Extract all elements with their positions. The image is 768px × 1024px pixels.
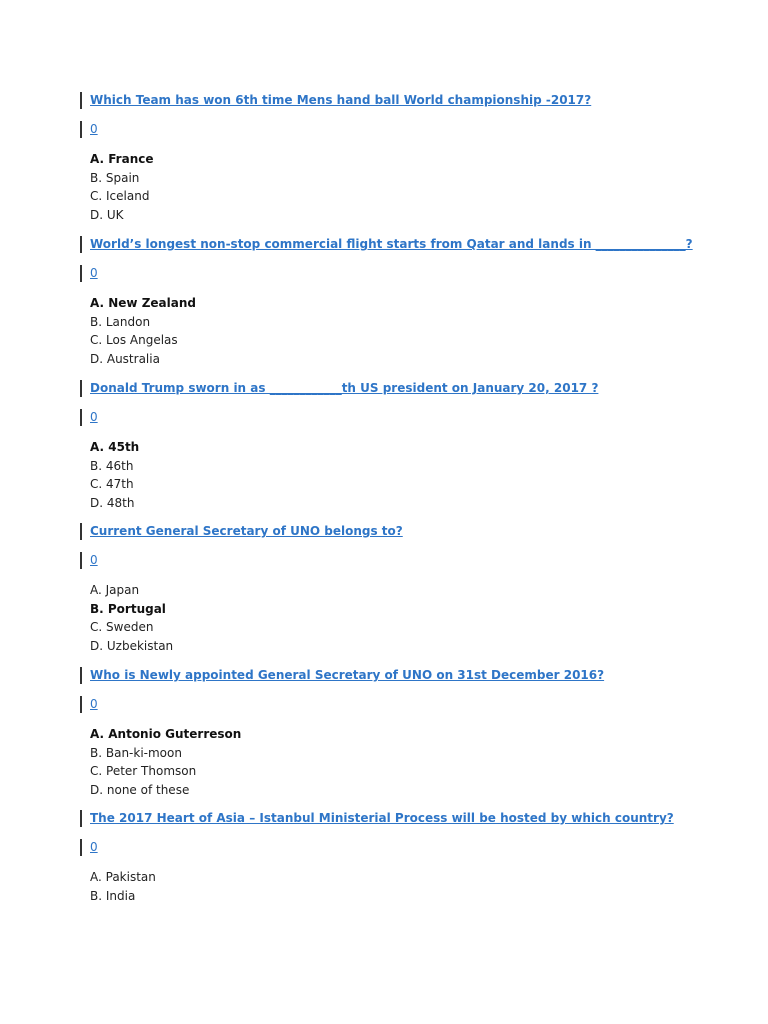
options-list xyxy=(90,581,740,656)
text-cursor-bar xyxy=(80,92,82,109)
text-cursor-bar xyxy=(80,523,82,540)
question-line xyxy=(80,810,740,828)
text-cursor-bar xyxy=(80,810,82,827)
option: C. Sweden xyxy=(90,620,154,635)
answer-link[interactable]: 0 xyxy=(90,553,98,567)
answer-link[interactable]: 0 xyxy=(90,122,98,136)
text-cursor-bar xyxy=(80,552,82,569)
question-link[interactable]: Current General Secretary of UNO belongs to? xyxy=(90,524,403,538)
options-list xyxy=(90,150,740,225)
option: C. Los Angelas xyxy=(90,333,178,348)
text-cursor-bar xyxy=(80,696,82,713)
question-block xyxy=(80,667,740,800)
question-line xyxy=(80,667,740,685)
option-correct: A. France xyxy=(90,152,154,166)
option: D. UK xyxy=(90,208,124,223)
option: B. 46th xyxy=(90,458,134,473)
question-line xyxy=(80,523,740,541)
option: C. 47th xyxy=(90,477,134,492)
question-link[interactable]: The 2017 Heart of Asia – Istanbul Ministerial Process will be hosted by which country? xyxy=(90,811,674,825)
question-block xyxy=(80,810,740,905)
options-list xyxy=(90,868,740,905)
options-list xyxy=(90,294,740,369)
option-correct: B. Portugal xyxy=(90,601,166,616)
question-line xyxy=(80,380,740,398)
option: D. Australia xyxy=(90,352,160,367)
option: C. Iceland xyxy=(90,189,150,204)
question-block xyxy=(80,380,740,513)
option: A. Japan xyxy=(90,583,140,597)
answer-line xyxy=(80,552,740,570)
option: B. Ban-ki-moon xyxy=(90,745,182,760)
option: D. none of these xyxy=(90,783,190,798)
text-cursor-bar xyxy=(80,265,82,282)
question-link[interactable]: Donald Trump sworn in as ____________th US president on January 20, 2017 ? xyxy=(90,381,599,395)
text-cursor-bar xyxy=(80,409,82,426)
option: C. Peter Thomson xyxy=(90,764,197,779)
answer-link[interactable]: 0 xyxy=(90,410,98,424)
question-link[interactable]: World’s longest non-stop commercial flight starts from Qatar and lands in _______________? xyxy=(90,237,693,251)
question-block xyxy=(80,523,740,656)
option-correct: A. 45th xyxy=(90,440,140,454)
option: D. Uzbekistan xyxy=(90,639,174,654)
answer-line xyxy=(80,265,740,283)
options-list xyxy=(90,438,740,513)
option: D. 48th xyxy=(90,496,135,511)
option-correct: A. Antonio Guterreson xyxy=(90,727,242,741)
answer-link[interactable]: 0 xyxy=(90,266,98,280)
question-block xyxy=(80,92,740,225)
text-cursor-bar xyxy=(80,236,82,253)
option: B. India xyxy=(90,888,136,903)
question-line xyxy=(80,236,740,254)
text-cursor-bar xyxy=(80,121,82,138)
text-cursor-bar xyxy=(80,667,82,684)
answer-link[interactable]: 0 xyxy=(90,697,98,711)
question-link[interactable]: Which Team has won 6th time Mens hand ball World championship -2017? xyxy=(90,93,592,107)
question-block xyxy=(80,236,740,369)
option: A. Pakistan xyxy=(90,870,156,884)
option-correct: A. New Zealand xyxy=(90,296,196,310)
text-cursor-bar xyxy=(80,839,82,856)
answer-line xyxy=(80,696,740,714)
question-line xyxy=(80,92,740,110)
option: B. Spain xyxy=(90,170,140,185)
option: B. Landon xyxy=(90,314,151,329)
answer-line xyxy=(80,839,740,857)
text-cursor-bar xyxy=(80,380,82,397)
answer-line xyxy=(80,409,740,427)
options-list xyxy=(90,725,740,800)
question-link[interactable]: Who is Newly appointed General Secretary of UNO on 31st December 2016? xyxy=(90,668,605,682)
answer-link[interactable]: 0 xyxy=(90,840,98,854)
answer-line xyxy=(80,121,740,139)
